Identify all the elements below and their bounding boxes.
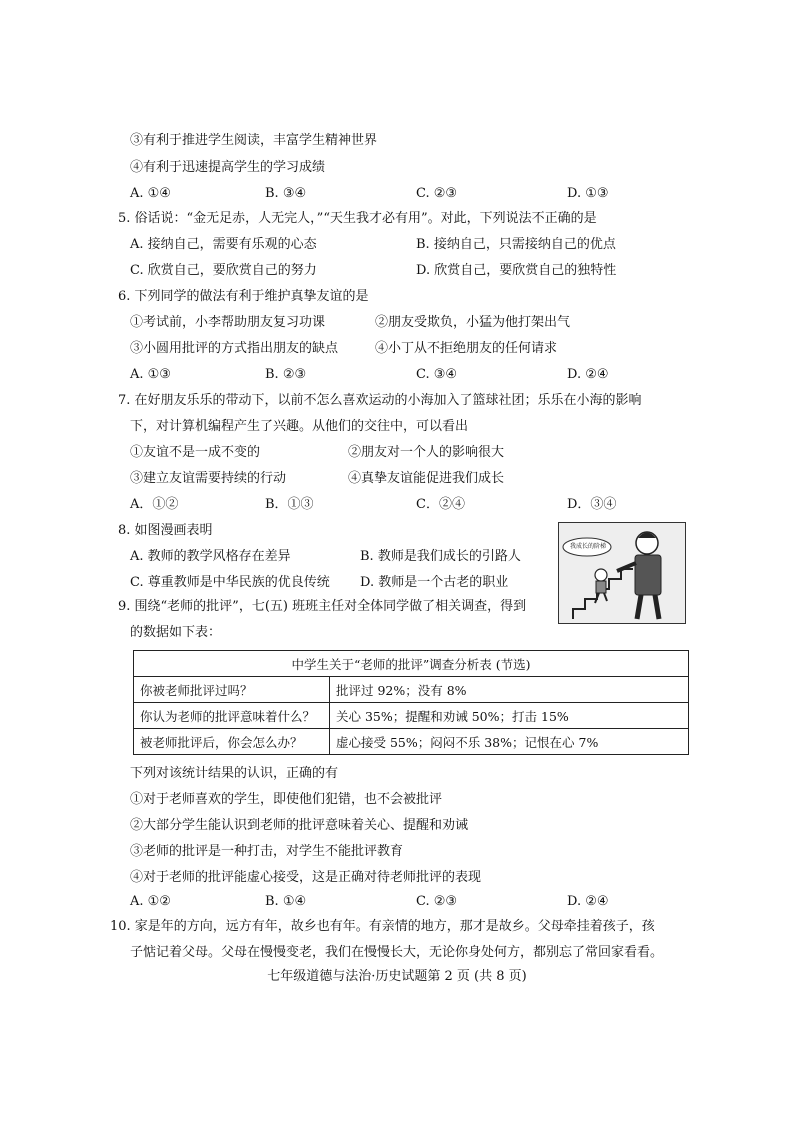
q7-item-2: ②朋友对一个人的影响很大 [348,445,505,460]
table-row [134,703,689,729]
q4-option-c: C. ②③ [416,186,458,201]
q8-stem: 8. 如图漫画表明 [118,523,213,538]
q8-option-c: C. 尊重教师是中华民族的优良传统 [130,575,330,590]
q7-stem-line-1: 7. 在好朋友乐乐的带动下，以前不怎么喜欢运动的小海加入了篮球社团；乐乐在小海的影响 [118,393,642,408]
q5-option-a: A. 接纳自己，需要有乐观的心态 [130,237,317,252]
q7-option-a: A．①② [130,497,179,512]
q9-lead: 下列对该统计结果的认识，正确的有 [130,766,339,781]
q7-item-1: ①友谊不是一成不变的 [130,445,261,460]
survey-table [133,650,689,755]
q6-item-2: ②朋友受欺负，小猛为他打架出气 [375,315,571,330]
q5-stem: 5. 俗话说：“金无足赤，人无完人，”“天生我才必有用”。对此，下列说法不正确的是 [118,211,597,226]
comic-illustration [558,522,686,624]
q4-option-a: A. ①④ [130,186,171,201]
comic-caption: 我成长的阶梯 [569,543,606,550]
q7-stem-line-2: 下，对计算机编程产生了兴趣。从他们的交往中，可以看出 [130,419,469,434]
q9-option-b: B. ①④ [265,894,307,909]
q4-option-d: D. ①③ [567,186,609,201]
q7-option-b: B．①③ [265,497,314,512]
table-caption-row [134,651,689,677]
q4-item-3: ③有利于推进学生阅读，丰富学生精神世界 [130,133,378,148]
q6-stem: 6. 下列同学的做法有利于维护真挚友谊的是 [118,289,369,304]
q9-option-d: D. ②④ [567,894,609,909]
table-answer: 虚心接受 55%；闷闷不乐 38%；记恨在心 7% [330,729,689,755]
q10-line-1: 10. 家是年的方向，远方有年，故乡也有年。有亲情的地方，那才是故乡。父母牵挂着孩子，孩 [110,919,655,934]
q9-option-c: C. ②③ [416,894,458,909]
table-caption: 中学生关于“老师的批评”调查分析表 (节选) [134,651,689,677]
q7-option-d: D．③④ [567,497,617,512]
page-footer: 七年级道德与法治·历史试题第 2 页 (共 8 页) [267,969,527,984]
q7-item-4: ④真挚友谊能促进我们成长 [348,471,505,486]
q6-option-c: C. ③④ [416,367,458,382]
q9-item-1: ①对于老师喜欢的学生，即使他们犯错，也不会被批评 [130,792,443,807]
q6-option-a: A. ①③ [130,367,171,382]
q8-option-d: D. 教师是一个古老的职业 [360,575,509,590]
table-question: 被老师批评后，你会怎么办？ [134,729,330,755]
q4-item-4: ④有利于迅速提高学生的学习成绩 [130,160,326,175]
comic-drawing [559,523,685,623]
q7-option-c: C．②④ [416,497,465,512]
q6-option-d: D. ②④ [567,367,609,382]
q5-option-b: B. 接纳自己，只需接纳自己的优点 [416,237,616,252]
q5-option-c: C. 欣赏自己，要欣赏自己的努力 [130,263,317,278]
q10-line-2: 子惦记着父母。父母在慢慢变老，我们在慢慢长大，无论你身处何方，都别忘了常回家看看。 [130,945,664,960]
q9-item-3: ③老师的批评是一种打击，对学生不能批评教育 [130,844,404,859]
q5-option-d: D. 欣赏自己，要欣赏自己的独特性 [416,263,617,278]
q6-item-4: ④小丁从不拒绝朋友的任何请求 [375,341,558,356]
q8-option-b: B. 教师是我们成长的引路人 [360,549,521,564]
table-question: 你被老师批评过吗？ [134,677,330,703]
q9-item-2: ②大部分学生能认识到老师的批评意味着关心、提醒和劝诫 [130,818,469,833]
table-row [134,677,689,703]
q9-option-a: A. ①② [130,894,171,909]
q7-item-3: ③建立友谊需要持续的行动 [130,471,287,486]
q6-item-1: ①考试前，小李帮助朋友复习功课 [130,315,326,330]
table-question: 你认为老师的批评意味着什么？ [134,703,330,729]
table-answer: 批评过 92%；没有 8% [330,677,689,703]
q8-option-a: A. 教师的教学风格存在差异 [130,549,291,564]
q4-option-b: B. ③④ [265,186,307,201]
table-answer: 关心 35%；提醒和劝诫 50%；打击 15% [330,703,689,729]
q6-item-3: ③小圆用批评的方式指出朋友的缺点 [130,341,339,356]
table-row [134,729,689,755]
q9-stem-line-2: 的数据如下表： [130,625,222,640]
q9-item-4: ④对于老师的批评能虚心接受，这是正确对待老师批评的表现 [130,870,482,885]
q9-stem-line-1: 9. 围绕“老师的批评”，七(五) 班班主任对全体同学做了相关调查，得到 [118,599,527,614]
q6-option-b: B. ②③ [265,367,307,382]
